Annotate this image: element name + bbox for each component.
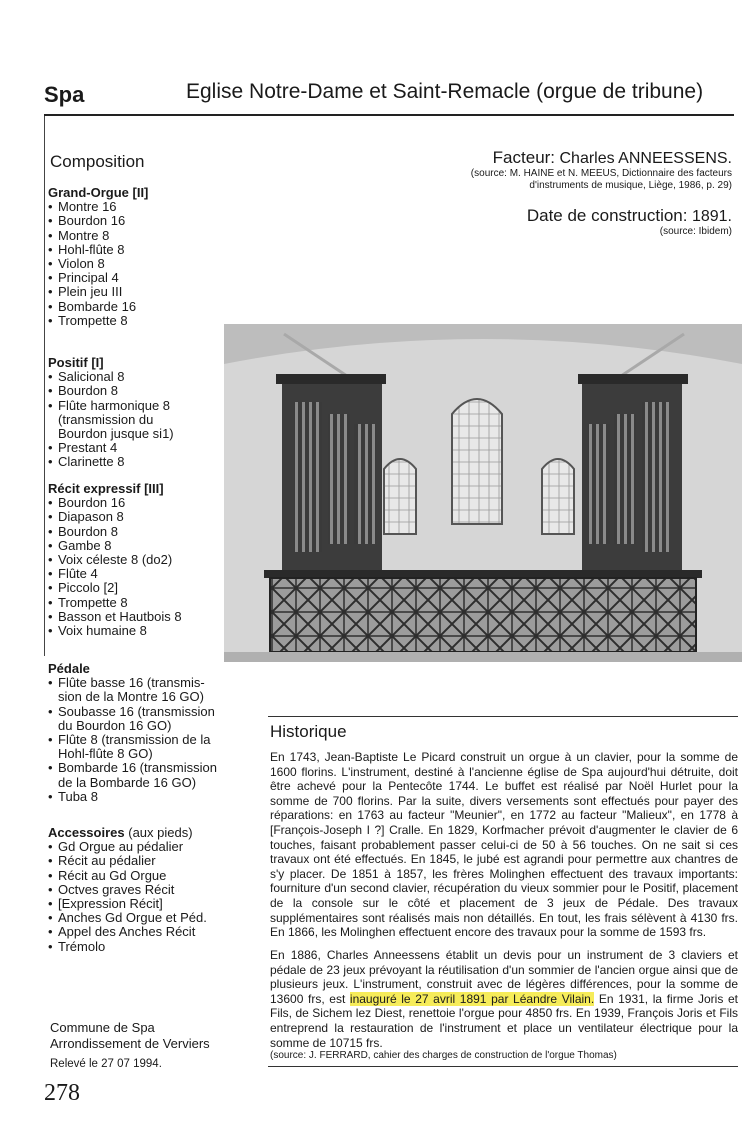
- composition-title: Composition: [50, 152, 145, 171]
- section-pedale: [48, 662, 263, 804]
- section-title: Récit expressif [III]: [48, 481, 164, 496]
- stop-item: • Principal 4: [48, 271, 263, 285]
- stop-item: • Montre 16: [48, 200, 263, 214]
- organ-case-right: [578, 374, 688, 574]
- stop-item: • Récit au pédalier: [48, 854, 263, 868]
- tribune-balustrade: [270, 578, 696, 652]
- construction-year: 1891.: [691, 208, 732, 225]
- stop-item: • Flûte basse 16 (transmis-: [48, 676, 263, 690]
- stop-item: • Voix humaine 8: [48, 624, 263, 638]
- builder-source-line: (source: M. HAINE et N. MEEUS, Dictionnaire des facteurs: [470, 168, 732, 179]
- section-title: Positif [I]: [48, 355, 104, 370]
- stop-item: • Appel des Anches Récit: [48, 925, 263, 939]
- stop-item: • [Expression Récit]: [48, 897, 263, 911]
- history-divider: [268, 716, 738, 717]
- stop-item: • Récit au Gd Orgue: [48, 869, 263, 883]
- commune-info: [50, 1020, 210, 1052]
- stop-item: • Bourdon 8: [48, 384, 263, 398]
- stop-item: • Diapason 8: [48, 510, 263, 524]
- stop-item: • Octves graves Récit: [48, 883, 263, 897]
- organ-case-left: [276, 374, 386, 574]
- stop-item: • Prestant 4: [48, 441, 263, 455]
- stop-item: • Bourdon 16: [48, 214, 263, 228]
- photo-floor: [224, 652, 742, 662]
- stop-item: • Voix céleste 8 (do2): [48, 553, 263, 567]
- commune-name: Commune de Spa: [50, 1020, 155, 1035]
- builder-source-line: d'instruments de musique, Liège, 1986, p. 29): [529, 179, 732, 191]
- stop-item: • Flûte 4: [48, 567, 263, 581]
- history-text: En 1886, Charles Anneessens établit un devis pour un instrument de 3 claviers et pédale de 23 jeux prévoyant la réutilisation d'un sommier de l'ancien orgue ainsi que de plusieurs jeux. L'instrument, construit avec de légères différences, pour la somme de 13600 frs, est: [270, 948, 738, 1006]
- section-grand-orgue: [48, 186, 263, 328]
- stop-item: • Bourdon 8: [48, 525, 263, 539]
- stop-item: • Bombarde 16: [48, 300, 263, 314]
- stop-item: • Flûte harmonique 8: [48, 399, 263, 413]
- stop-item: • Flûte 8 (transmission de la: [48, 733, 263, 747]
- stop-item: • Gd Orgue au pédalier: [48, 840, 263, 854]
- stop-item: • Trémolo: [48, 940, 263, 954]
- page-place: Spa: [44, 82, 85, 107]
- section-title: Grand-Orgue [II]: [48, 185, 149, 200]
- construction-label: Date de construction:: [526, 206, 688, 225]
- section-accessoires: [48, 826, 263, 954]
- builder-label: Facteur:: [492, 148, 556, 167]
- stop-item: • Trompette 8: [48, 596, 263, 610]
- history-title: Historique: [270, 722, 347, 741]
- stop-item: • Clarinette 8: [48, 455, 263, 469]
- stop-item: • Bombarde 16 (transmission: [48, 761, 263, 775]
- history-source: (source: J. FERRARD, cahier des charges de construction de l'orgue Thomas): [270, 1050, 617, 1061]
- page-number: 278: [44, 1080, 80, 1106]
- builder-line: [493, 148, 732, 168]
- stop-item: • Violon 8: [48, 257, 263, 271]
- stop-item: • Hohl-flûte 8: [48, 243, 263, 257]
- stop-continuation: Bourdon jusque si1): [58, 426, 174, 442]
- organ-photo: [224, 324, 742, 662]
- stop-continuation: sion de la Montre 16 GO): [58, 689, 204, 705]
- stop-item: • Basson et Hautbois 8: [48, 610, 263, 624]
- highlighted-text: inauguré le 27 avril 1891 par Léandre Vilain.: [349, 991, 595, 1006]
- stop-continuation: Hohl-flûte 8 GO): [58, 746, 153, 762]
- section-title: Pédale: [48, 661, 90, 676]
- stop-item: • Bourdon 16: [48, 496, 263, 510]
- stop-item: • Plein jeu III: [48, 285, 263, 299]
- left-vertical-divider: [44, 116, 45, 656]
- stop-continuation: du Bourdon 16 GO): [58, 717, 172, 733]
- stop-item: • Montre 8: [48, 229, 263, 243]
- stop-item: • Piccolo [2]: [48, 581, 263, 595]
- section-title: Accessoires: [48, 825, 125, 840]
- header-divider: [44, 114, 734, 116]
- tribune-cornice: [264, 570, 702, 578]
- history-paragraph: [270, 948, 738, 1050]
- history-bottom-divider: [268, 1066, 738, 1067]
- construction-line: [527, 206, 732, 226]
- arrondissement-name: Arrondissement de Verviers: [50, 1036, 210, 1051]
- history-paragraph: En 1743, Jean-Baptiste Le Picard construit un orgue à un clavier, pour la somme de 1600 florins. L'instrument, destiné à l'ancienne église de Spa aujourd'hui détruite, doit être achevé pour la Pentecôte 1744. Le buffet est réalisé par Noël Hurlet pour la somme de 700 florins. Par la suite, divers versements sont effectués pour payer des réparations: en 1763 au facteur "Meunier", en 1772 au facteur "Malieux", en 1778 à [François-Joseph I ?] Cralle. En 1829, Korfmacher prévoit d'augmenter le clavier de 6 touches, faisant probablement passer celui-ci de 50 à 56 touches. On ne sait si ces travaux ont été effectués. En 1845, le jubé est agrandi pour permettre aux chantres de s'y placer. De 1851 à 1857, les frères Molinghen effectuent des travaux importants: fourniture d'un second clavier, récupération du vieux sommier pour le Positif, placement de la console sur le côté et placement de 3 jeux de Pédale. Des travaux supplémentaires sont réalisés mais non détaillés. En tout, les frais sélèvent à 4130 frs. En 1866, les Molinghen effectuent encore des travaux pour la somme de 1593 frs.: [270, 750, 738, 940]
- stop-continuation: (transmission du: [58, 411, 154, 427]
- stop-item: • Salicional 8: [48, 370, 263, 384]
- construction-source: (source: Ibidem): [659, 226, 732, 237]
- releve-date: Relevé le 27 07 1994.: [50, 1058, 162, 1070]
- page-title: Eglise Notre-Dame et Saint-Remacle (orgue de tribune): [186, 80, 704, 103]
- stop-item: • Tuba 8: [48, 790, 263, 804]
- builder-name: Charles ANNEESSENS.: [559, 150, 732, 167]
- section-title-suffix: (aux pieds): [128, 825, 193, 840]
- stop-continuation: de la Bombarde 16 GO): [58, 774, 197, 790]
- stop-item: • Anches Gd Orgue et Péd.: [48, 911, 263, 925]
- stop-item: • Gambe 8: [48, 539, 263, 553]
- stop-item: • Trompette 8: [48, 314, 263, 328]
- history-text: En 1931, la firme Joris et Fils, de Sichem lez Diest, renettoie l'orgue pour 4850 frs. En 1939, François Joris et Fils entreprend la restauration de l'instrument et place un ventilateur électrique pour la somme de 10715 frs.: [270, 991, 738, 1050]
- builder-source: [402, 168, 732, 191]
- stop-item: • Soubasse 16 (transmission: [48, 705, 263, 719]
